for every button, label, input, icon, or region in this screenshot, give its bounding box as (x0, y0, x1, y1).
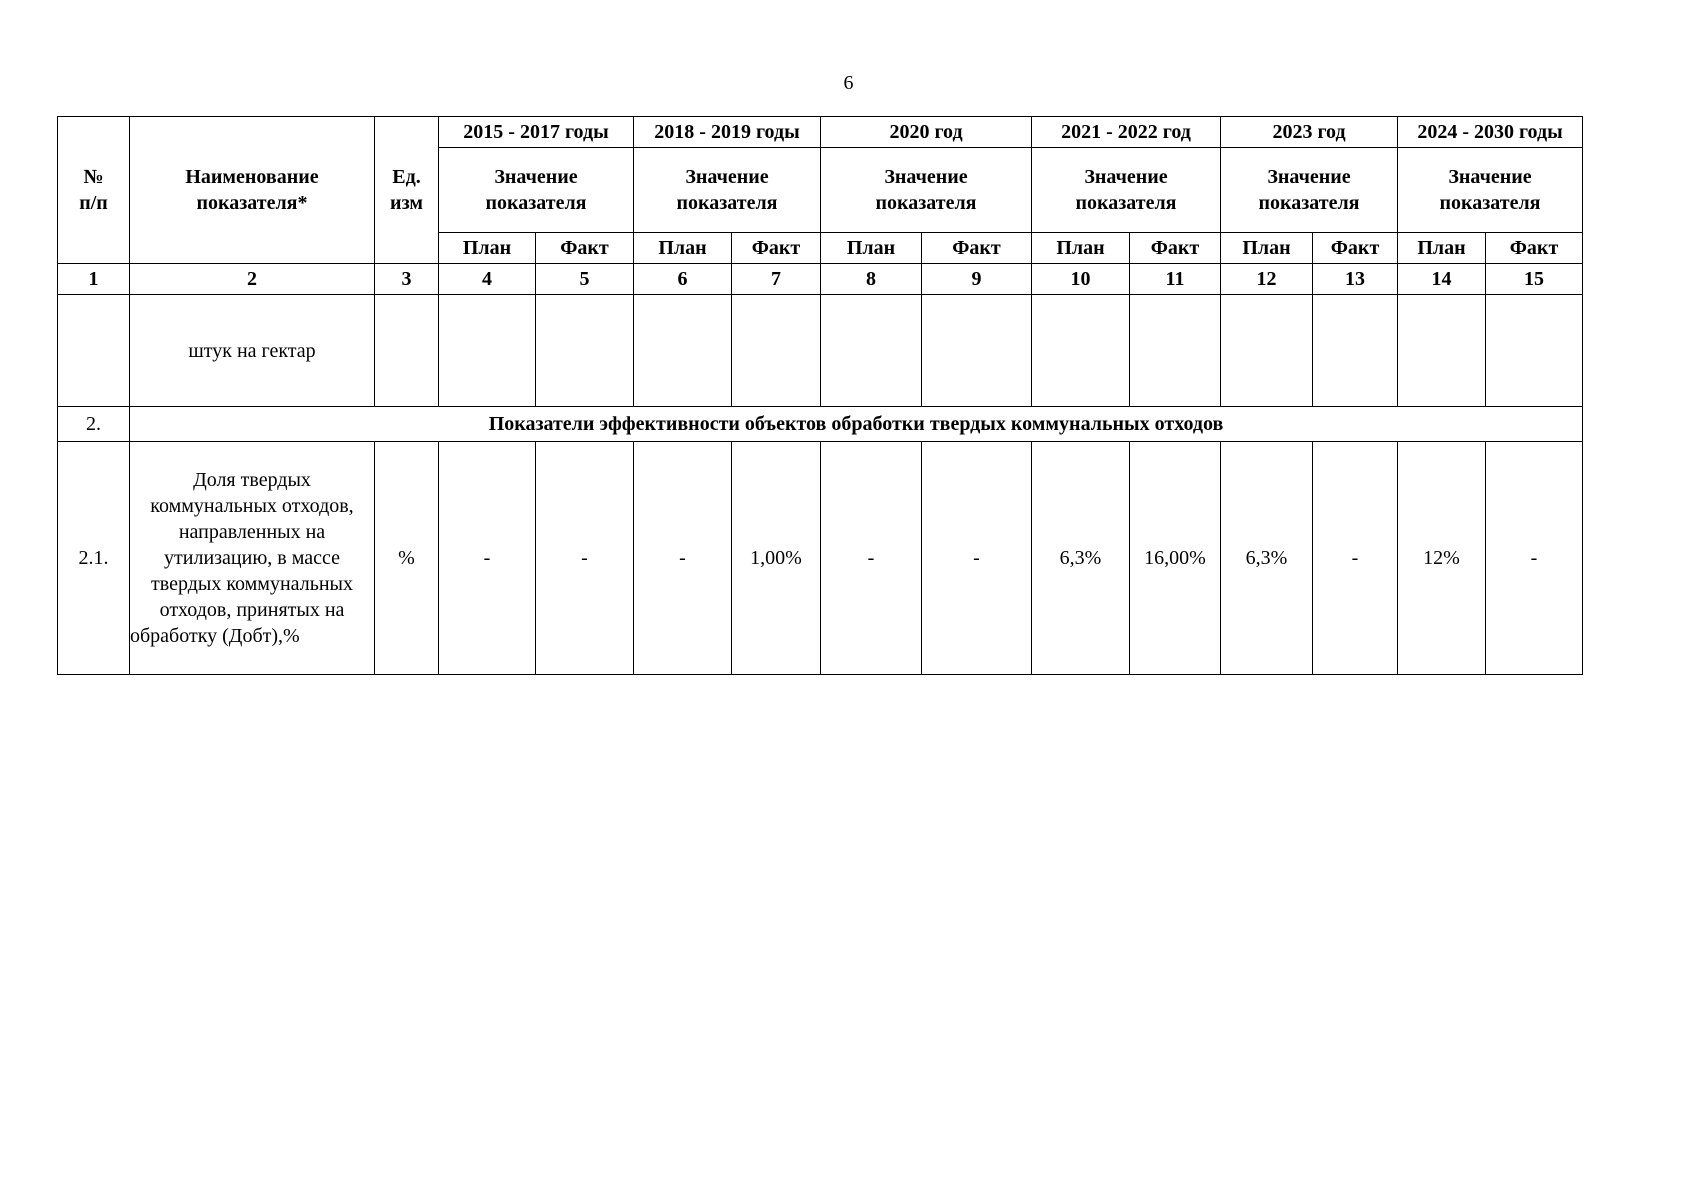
column-number: 9 (922, 264, 1032, 295)
header-col-unit-label: Ед. изм (390, 166, 423, 214)
header-value-3 (821, 148, 1032, 233)
header-row-periods (58, 117, 1583, 148)
value-2020-plan: - (821, 442, 922, 675)
value-2023-plan: 6,3% (1221, 442, 1313, 675)
header-col-unit (375, 117, 439, 264)
header-plan-2: План (634, 233, 732, 264)
column-number: 15 (1486, 264, 1583, 295)
table-cell-empty (732, 295, 821, 407)
value-2018-2019-plan: - (634, 442, 732, 675)
indicator-name: Доля твердых коммунальных отходов, направленных на утилизацию, в массе твердых коммунальных отходов, принятых на обработку (Добт),% (130, 442, 375, 675)
header-fact-5: Факт (1313, 233, 1398, 264)
table-cell-empty (821, 295, 922, 407)
value-2015-2017-fact: - (536, 442, 634, 675)
section-title: Показатели эффективности объектов обработки твердых коммунальных отходов (130, 407, 1583, 442)
table-cell-empty (1032, 295, 1130, 407)
column-number: 11 (1130, 264, 1221, 295)
value-2021-2022-plan: 6,3% (1032, 442, 1130, 675)
header-period-5: 2023 год (1221, 117, 1398, 148)
value-2020-fact: - (922, 442, 1032, 675)
indicator-name-continuation: штук на гектар (130, 295, 375, 407)
value-2021-2022-fact: 16,00% (1130, 442, 1221, 675)
header-col-num (58, 117, 130, 264)
column-number: 1 (58, 264, 130, 295)
header-col-num-label: № п/п (79, 166, 108, 214)
header-value-6 (1398, 148, 1583, 233)
indicator-number: 2.1. (58, 442, 130, 675)
table-cell-empty (439, 295, 536, 407)
column-number: 10 (1032, 264, 1130, 295)
header-col-name-label: Наименование показателя* (185, 166, 319, 214)
section-number: 2. (58, 407, 130, 442)
header-fact-4: Факт (1130, 233, 1221, 264)
column-number: 12 (1221, 264, 1313, 295)
column-number-row (58, 264, 1583, 295)
table-cell-empty (536, 295, 634, 407)
table-cell-empty (922, 295, 1032, 407)
table-cell-empty (1398, 295, 1486, 407)
indicators-table (57, 116, 1583, 675)
header-value-2 (634, 148, 821, 233)
header-plan-5: План (1221, 233, 1313, 264)
header-col-name (130, 117, 375, 264)
value-2023-fact: - (1313, 442, 1398, 675)
column-number: 5 (536, 264, 634, 295)
header-value-1-label: Значение показателя (485, 166, 587, 214)
header-fact-3: Факт (922, 233, 1032, 264)
column-number: 2 (130, 264, 375, 295)
header-plan-6: План (1398, 233, 1486, 264)
header-value-5-label: Значение показателя (1258, 166, 1360, 214)
header-fact-6: Факт (1486, 233, 1583, 264)
header-value-2-label: Значение показателя (676, 166, 778, 214)
header-value-5 (1221, 148, 1398, 233)
table-row-continuation (58, 295, 1583, 407)
section-row (58, 407, 1583, 442)
column-number: 6 (634, 264, 732, 295)
header-value-4-label: Значение показателя (1075, 166, 1177, 214)
column-number: 4 (439, 264, 536, 295)
header-plan-4: План (1032, 233, 1130, 264)
value-2024-2030-plan: 12% (1398, 442, 1486, 675)
header-value-3-label: Значение показателя (875, 166, 977, 214)
header-plan-3: План (821, 233, 922, 264)
value-2018-2019-fact: 1,00% (732, 442, 821, 675)
value-2024-2030-fact: - (1486, 442, 1583, 675)
table-cell-empty (634, 295, 732, 407)
header-period-2: 2018 - 2019 годы (634, 117, 821, 148)
column-number: 14 (1398, 264, 1486, 295)
header-fact-1: Факт (536, 233, 634, 264)
header-fact-2: Факт (732, 233, 821, 264)
indicator-unit: % (375, 442, 439, 675)
table-cell-empty (1486, 295, 1583, 407)
header-period-3: 2020 год (821, 117, 1032, 148)
column-number: 7 (732, 264, 821, 295)
page-number: 6 (843, 72, 854, 94)
header-value-1 (439, 148, 634, 233)
table-row-indicator (58, 442, 1583, 675)
table-cell-empty (58, 295, 130, 407)
header-value-4 (1032, 148, 1221, 233)
value-2015-2017-plan: - (439, 442, 536, 675)
column-number: 3 (375, 264, 439, 295)
header-plan-1: План (439, 233, 536, 264)
header-period-1: 2015 - 2017 годы (439, 117, 634, 148)
header-period-6: 2024 - 2030 годы (1398, 117, 1583, 148)
table-cell-empty (1313, 295, 1398, 407)
table-cell-empty (1130, 295, 1221, 407)
table-cell-empty (1221, 295, 1313, 407)
header-value-6-label: Значение показателя (1439, 166, 1541, 214)
table-cell-empty (375, 295, 439, 407)
header-period-4: 2021 - 2022 год (1032, 117, 1221, 148)
column-number: 13 (1313, 264, 1398, 295)
column-number: 8 (821, 264, 922, 295)
